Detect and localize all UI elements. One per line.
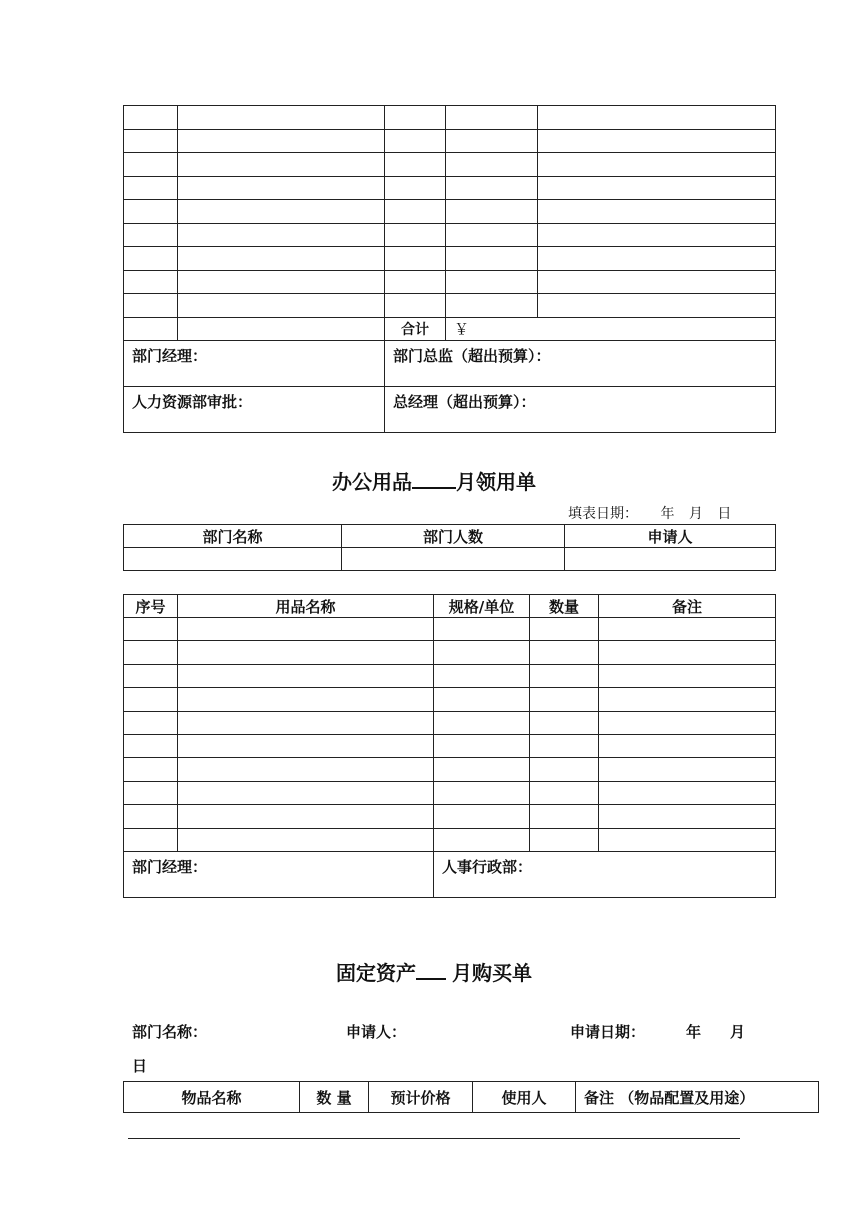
supply-item-cell[interactable] [599, 711, 776, 734]
expense-cell[interactable] [385, 270, 446, 294]
supply-item-cell[interactable] [434, 618, 530, 641]
supply-item-cell[interactable] [178, 664, 434, 687]
supply-item-cell[interactable] [530, 758, 599, 781]
dept-headcount-cell[interactable] [342, 548, 565, 571]
total-row [124, 317, 776, 340]
supply-item-cell[interactable] [124, 734, 178, 757]
supply-item-cell[interactable] [178, 641, 434, 664]
supply-item-cell[interactable] [434, 805, 530, 828]
expense-cell[interactable] [538, 129, 776, 153]
expense-cell[interactable] [385, 129, 446, 153]
supply-item-cell[interactable] [599, 641, 776, 664]
expense-cell[interactable] [446, 223, 538, 247]
apply-date-label: 申请日期： [570, 1023, 646, 1041]
supply-item-cell[interactable] [599, 688, 776, 711]
expense-table-body [124, 106, 776, 433]
applicant-cell[interactable] [565, 548, 776, 571]
applicant-label: 申请人： [346, 1023, 407, 1041]
supply-item-row [124, 641, 776, 664]
expense-row [124, 129, 776, 153]
expense-cell[interactable] [124, 294, 178, 318]
expense-cell[interactable] [446, 294, 538, 318]
expense-cell[interactable] [538, 270, 776, 294]
apply-day: 日 [132, 1057, 148, 1075]
dept-name-label: 部门名称： [132, 1023, 208, 1041]
supply-item-cell[interactable] [124, 641, 178, 664]
expense-cell[interactable] [446, 129, 538, 153]
supply-item-cell[interactable] [124, 664, 178, 687]
dept-manager-sign[interactable]: 部门经理： [124, 851, 434, 897]
hr-admin-sign[interactable]: 人事行政部： [434, 851, 776, 897]
supplies-items-table [123, 594, 776, 898]
col-seq: 序号 [124, 595, 178, 618]
supply-item-cell[interactable] [178, 618, 434, 641]
currency-symbol: ￥ [454, 320, 470, 338]
expense-row [124, 223, 776, 247]
expense-cell[interactable] [124, 200, 178, 224]
supply-item-cell[interactable] [124, 781, 178, 804]
expense-cell[interactable] [385, 200, 446, 224]
total-spacer [124, 317, 178, 340]
fill-date: 填表日期： 年 月 日 [568, 506, 732, 522]
supply-item-row [124, 805, 776, 828]
col-item-name: 物品名称 [124, 1082, 300, 1113]
fixed-assets-table [123, 1081, 819, 1113]
supply-item-cell[interactable] [530, 828, 599, 851]
expense-cell[interactable] [124, 223, 178, 247]
supply-item-cell[interactable] [178, 734, 434, 757]
expense-cell[interactable] [124, 176, 178, 200]
expense-cell[interactable] [124, 153, 178, 177]
supply-item-cell[interactable] [434, 688, 530, 711]
supply-item-cell[interactable] [124, 688, 178, 711]
expense-cell[interactable] [446, 270, 538, 294]
supply-item-cell[interactable] [599, 805, 776, 828]
expense-row [124, 247, 776, 271]
expense-cell[interactable] [178, 176, 385, 200]
expense-table [123, 105, 776, 433]
supply-item-cell[interactable] [434, 664, 530, 687]
expense-row [124, 294, 776, 318]
col-remarks: 备注 [599, 595, 776, 618]
expense-cell[interactable] [446, 247, 538, 271]
col-remarks: 备注 （物品配置及用途） [576, 1082, 819, 1113]
supply-item-cell[interactable] [124, 828, 178, 851]
supply-item-cell[interactable] [124, 711, 178, 734]
supply-item-row [124, 734, 776, 757]
expense-cell[interactable] [178, 106, 385, 130]
supply-item-cell[interactable] [178, 758, 434, 781]
expense-cell[interactable] [446, 153, 538, 177]
general-manager-sign[interactable]: 总经理（超出预算）： [385, 386, 776, 432]
fixed-assets-title: 固定资产 月购买单 [336, 961, 532, 985]
expense-row [124, 176, 776, 200]
supply-item-cell[interactable] [530, 641, 599, 664]
expense-cell[interactable] [385, 176, 446, 200]
supply-item-cell[interactable] [599, 758, 776, 781]
supply-item-cell[interactable] [530, 711, 599, 734]
supply-item-cell[interactable] [530, 618, 599, 641]
expense-cell[interactable] [538, 200, 776, 224]
expense-cell[interactable] [124, 106, 178, 130]
supply-item-cell[interactable] [178, 805, 434, 828]
col-dept-name: 部门名称 [124, 525, 342, 548]
expense-cell[interactable] [538, 294, 776, 318]
supply-item-cell[interactable] [434, 734, 530, 757]
expense-cell[interactable] [178, 223, 385, 247]
expense-cell[interactable] [538, 176, 776, 200]
apply-month: 月 [730, 1023, 746, 1041]
total-spacer [178, 317, 385, 340]
supply-item-cell[interactable] [178, 688, 434, 711]
expense-cell[interactable] [178, 270, 385, 294]
dept-director-sign[interactable]: 部门总监（超出预算）： [385, 340, 776, 386]
col-user: 使用人 [473, 1082, 576, 1113]
supply-item-row [124, 688, 776, 711]
supply-item-cell[interactable] [530, 734, 599, 757]
supply-item-cell[interactable] [124, 758, 178, 781]
expense-cell[interactable] [178, 200, 385, 224]
col-estimated-price: 预计价格 [369, 1082, 473, 1113]
supply-item-cell[interactable] [124, 618, 178, 641]
expense-cell[interactable] [538, 106, 776, 130]
expense-cell[interactable] [124, 247, 178, 271]
supply-item-row [124, 711, 776, 734]
col-spec-unit: 规格/单位 [434, 595, 530, 618]
supply-item-cell[interactable] [599, 664, 776, 687]
expense-cell[interactable] [385, 223, 446, 247]
supply-item-cell[interactable] [530, 664, 599, 687]
expense-cell[interactable] [446, 106, 538, 130]
supply-item-row [124, 618, 776, 641]
col-applicant: 申请人 [565, 525, 776, 548]
supply-item-cell[interactable] [178, 711, 434, 734]
supplies-items-body [124, 618, 776, 852]
expense-cell[interactable] [178, 153, 385, 177]
dept-info-table [123, 524, 776, 571]
supply-item-cell[interactable] [124, 805, 178, 828]
expense-cell[interactable] [446, 200, 538, 224]
apply-year: 年 [686, 1023, 702, 1041]
expense-cell[interactable] [385, 106, 446, 130]
expense-cell[interactable] [124, 270, 178, 294]
supply-item-cell[interactable] [434, 781, 530, 804]
supply-item-cell[interactable] [599, 781, 776, 804]
bottom-rule [128, 1138, 740, 1139]
expense-row [124, 153, 776, 177]
supply-item-cell[interactable] [178, 828, 434, 851]
expense-cell[interactable] [178, 294, 385, 318]
supply-item-cell[interactable] [599, 618, 776, 641]
supply-item-cell[interactable] [434, 758, 530, 781]
col-item-name: 用品名称 [178, 595, 434, 618]
col-quantity: 数 量 [300, 1082, 369, 1113]
expense-row [124, 200, 776, 224]
supply-item-cell[interactable] [434, 641, 530, 664]
expense-row [124, 270, 776, 294]
dept-manager-sign[interactable]: 部门经理： [124, 340, 385, 386]
office-supplies-title: 办公用品 月领用单 [332, 470, 536, 494]
supply-item-cell[interactable] [599, 828, 776, 851]
supply-item-cell[interactable] [178, 781, 434, 804]
supply-item-cell[interactable] [599, 734, 776, 757]
expense-cell[interactable] [385, 247, 446, 271]
expense-row [124, 106, 776, 130]
col-quantity: 数量 [530, 595, 599, 618]
expense-cell[interactable] [538, 223, 776, 247]
col-dept-headcount: 部门人数 [342, 525, 565, 548]
supply-item-cell[interactable] [434, 828, 530, 851]
supply-item-cell[interactable] [530, 805, 599, 828]
expense-cell[interactable] [538, 247, 776, 271]
total-amount[interactable] [446, 317, 776, 340]
expense-cell[interactable] [178, 247, 385, 271]
hr-approval-sign[interactable]: 人力资源部审批： [124, 386, 385, 432]
expense-cell[interactable] [446, 176, 538, 200]
supply-item-cell[interactable] [434, 711, 530, 734]
expense-cell[interactable] [538, 153, 776, 177]
supply-item-cell[interactable] [530, 688, 599, 711]
expense-cell[interactable] [178, 129, 385, 153]
total-label: 合计 [385, 317, 446, 340]
dept-name-cell[interactable] [124, 548, 342, 571]
supply-item-cell[interactable] [530, 781, 599, 804]
supply-item-row [124, 758, 776, 781]
expense-cell[interactable] [124, 129, 178, 153]
expense-cell[interactable] [385, 294, 446, 318]
supply-item-row [124, 781, 776, 804]
supply-item-row [124, 828, 776, 851]
expense-cell[interactable] [385, 153, 446, 177]
supply-item-row [124, 664, 776, 687]
